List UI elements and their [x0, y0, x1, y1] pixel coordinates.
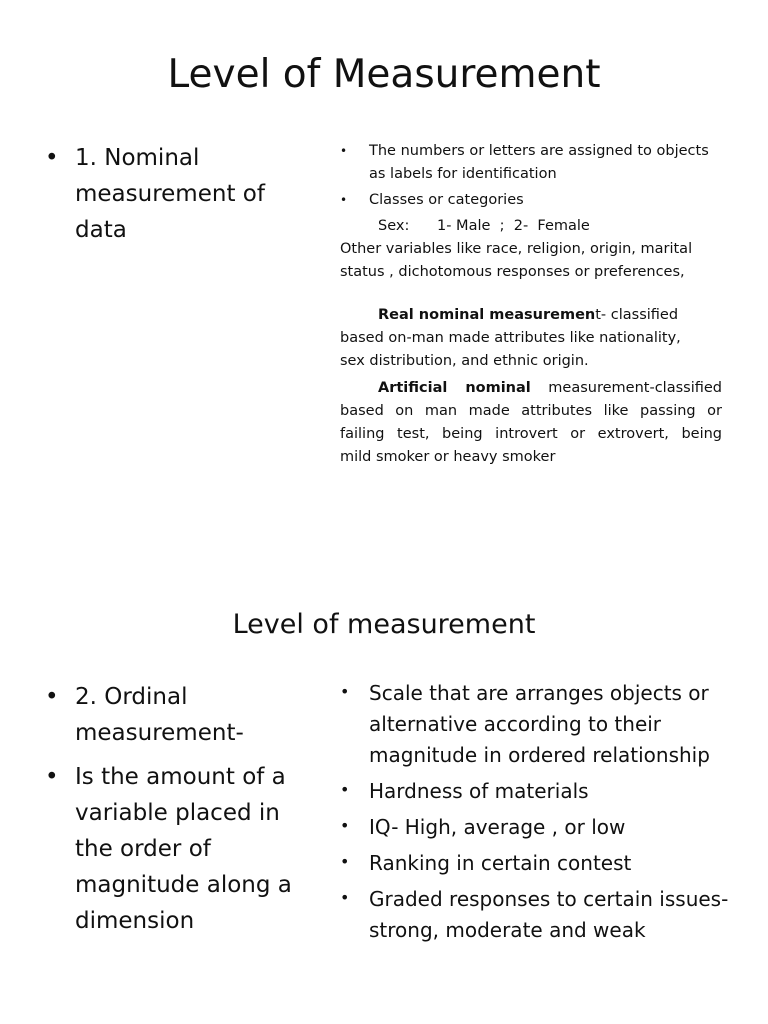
bullet-icon: • [340, 852, 350, 871]
slide-title: Level of Measurement [167, 52, 601, 97]
artificial-nominal-line: mild smoker or heavy smoker [340, 449, 556, 465]
real-nominal-term: Real nominal measuremen [378, 307, 596, 323]
bullet-text: Ranking in certain contest [369, 851, 632, 875]
bullet-text: Scale that are arranges objects or alternative according to their magnitude in ordered relationship [369, 681, 710, 767]
real-nominal-text: t- classified [595, 307, 679, 323]
artificial-nominal-text: measurement-classified [530, 380, 722, 396]
bullet-text: IQ- High, average , or low [369, 815, 626, 839]
real-nominal-paragraph [340, 304, 722, 373]
bullet-icon: • [340, 144, 348, 158]
list-item [340, 848, 740, 879]
slide-title: Level of measurement [232, 609, 536, 640]
bullet-text: Classes or categories [369, 192, 524, 208]
bullet-icon: • [340, 193, 348, 207]
real-nominal-line: based on-man made attributes like nationality, [340, 330, 681, 346]
right-bullet-list [340, 678, 740, 951]
list-item [45, 140, 295, 248]
list-item [340, 678, 740, 771]
bullet-icon: • [45, 145, 59, 171]
right-content [340, 140, 722, 469]
bullet-icon: • [340, 888, 350, 907]
bullet-text: Hardness of materials [369, 779, 589, 803]
list-item [45, 679, 307, 751]
list-item [340, 140, 722, 186]
bullet-icon: • [340, 682, 350, 701]
bullet-icon: • [340, 816, 350, 835]
left-bullet-list [45, 679, 307, 939]
bullet-text: Graded responses to certain issues-strong, moderate and weak [369, 887, 729, 942]
list-item [340, 812, 740, 843]
artificial-nominal-paragraph [340, 377, 722, 469]
list-item [340, 884, 740, 946]
list-item [340, 776, 740, 807]
bullet-text: 2. Ordinal measurement- [75, 684, 244, 746]
artificial-nominal-line: based on man made attributes like passing or [340, 403, 722, 419]
other-variables-text: Other variables like race, religion, origin, marital status , dichotomous responses or preferences, [340, 241, 693, 280]
bullet-text: 1. Nominal measurement of data [75, 145, 265, 243]
bullet-icon: • [45, 764, 59, 790]
artificial-nominal-line: failing test, being introvert or extrovert, being [340, 426, 722, 442]
bullet-text: The numbers or letters are assigned to objects as labels for identification [369, 143, 709, 182]
slide-ordinal [0, 512, 768, 1024]
sex-example-line: Sex: 1- Male ; 2- Female [378, 218, 590, 234]
list-item [340, 189, 722, 212]
bullet-text: Is the amount of a variable placed in the order of magnitude along a dimension [75, 764, 292, 934]
bullet-icon: • [340, 780, 350, 799]
artificial-nominal-term: Artificial nominal [378, 380, 531, 396]
real-nominal-line: sex distribution, and ethnic origin. [340, 353, 589, 369]
list-item [45, 759, 307, 939]
left-bullet-list [45, 140, 295, 248]
bullet-icon: • [45, 684, 59, 710]
